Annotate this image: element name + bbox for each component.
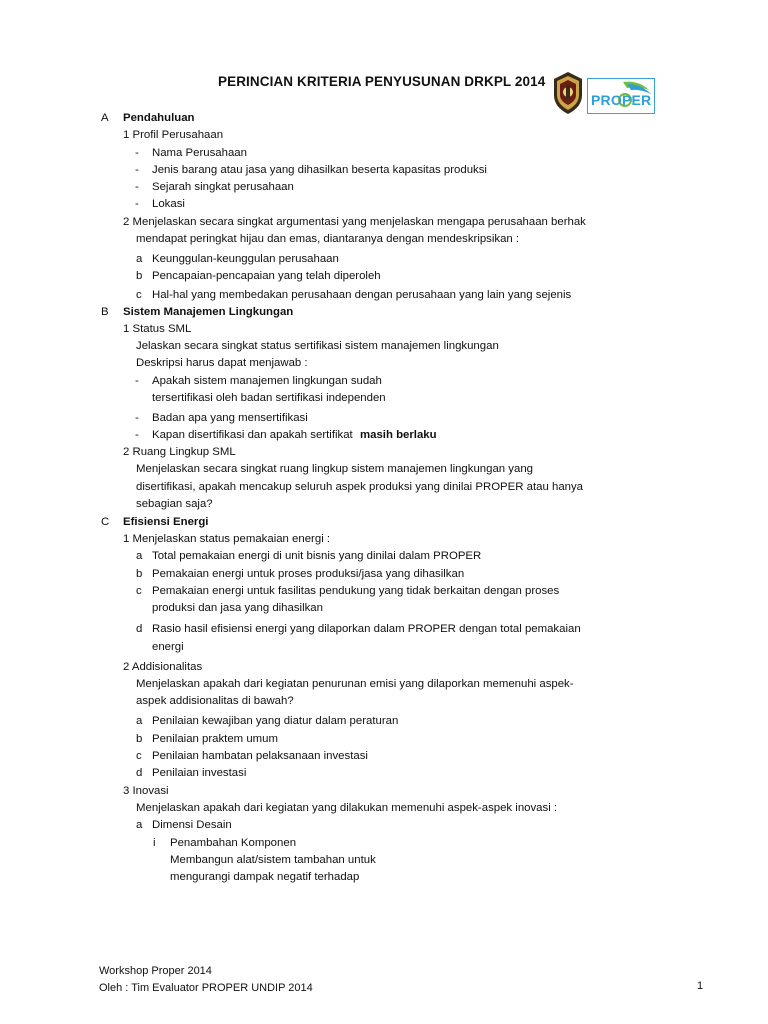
document-line: Menjelaskan apakah dari kegiatan penurunan emisi yang dilaporkan memenuhi aspek- <box>136 678 574 690</box>
proper-logo <box>587 78 655 114</box>
footer-workshop: Workshop Proper 2014 <box>99 965 212 977</box>
document-line: Badan apa yang mensertifikasi <box>152 412 308 424</box>
document-line: - <box>135 375 139 387</box>
document-line: Hal-hal yang membedakan perusahaan dengan perusahaan yang lain yang sejenis <box>152 289 572 301</box>
document-line: 2 Menjelaskan secara singkat argumentasi yang menjelaskan mengapa perusahaan berhak <box>123 216 586 228</box>
document-line: 2 Ruang Lingkup SML <box>123 446 236 458</box>
document-line: 3 Inovasi <box>123 785 169 797</box>
document-line: Membangun alat/sistem tambahan untuk <box>170 854 376 866</box>
page-title: PERINCIAN KRITERIA PENYUSUNAN DRKPL 2014 <box>218 74 546 89</box>
document-line: Pendahuluan <box>123 112 195 124</box>
document-line: Keunggulan-keunggulan perusahaan <box>152 253 339 265</box>
document-line: disertifikasi, apakah mencakup seluruh aspek produksi yang dinilai PROPER atau hanya <box>136 481 584 493</box>
logo-text: PROPER <box>591 92 652 108</box>
document-line: masih berlaku <box>360 429 437 441</box>
document-line: - <box>135 429 139 441</box>
document-line: Jenis barang atau jasa yang dihasilkan beserta kapasitas produksi <box>152 164 487 176</box>
document-line: B <box>101 306 109 318</box>
document-line: b <box>136 568 143 580</box>
document-line: tersertifikasi oleh badan sertifikasi independen <box>152 392 386 404</box>
document-line: Pemakaian energi untuk fasilitas pendukung yang tidak berkaitan dengan proses <box>152 585 560 597</box>
document-line: Apakah sistem manajemen lingkungan sudah <box>152 375 382 387</box>
footer-author: Oleh : Tim Evaluator PROPER UNDIP 2014 <box>99 982 313 994</box>
document-line: Pemakaian energi untuk proses produksi/jasa yang dihasilkan <box>152 568 465 580</box>
document-line: - <box>135 181 139 193</box>
document-line: - <box>135 164 139 176</box>
document-line: d <box>136 623 143 635</box>
document-line: 1 Profil Perusahaan <box>123 129 224 141</box>
document-line: - <box>135 198 139 210</box>
document-line: a <box>136 550 143 562</box>
document-line: Pencapaian-pencapaian yang telah diperoleh <box>152 270 381 282</box>
document-line: mendapat peringkat hijau dan emas, diantaranya dengan mendeskripsikan : <box>136 233 520 245</box>
university-emblem-icon <box>551 71 585 115</box>
document-line: Penilaian praktem umum <box>152 733 278 745</box>
document-line: C <box>101 516 110 528</box>
document-line: mengurangi dampak negatif terhadap <box>170 871 360 883</box>
document-line: b <box>136 270 143 282</box>
document-line: Deskripsi harus dapat menjawab : <box>136 357 308 369</box>
document-line: c <box>136 585 142 597</box>
document-line: Menjelaskan secara singkat ruang lingkup sistem manajemen lingkungan yang <box>136 463 534 475</box>
document-line: c <box>136 750 142 762</box>
document-line: sebagian saja? <box>136 498 213 510</box>
page-number: 1 <box>697 980 704 992</box>
document-line: 1 Menjelaskan status pemakaian energi : <box>123 533 331 545</box>
document-line: Rasio hasil efisiensi energi yang dilaporkan dalam PROPER dengan total pemakaian <box>152 623 581 635</box>
document-line: 2 Addisionalitas <box>123 661 203 673</box>
document-line: - <box>135 412 139 424</box>
document-line: c <box>136 289 142 301</box>
document-line: b <box>136 733 143 745</box>
document-line: Penilaian hambatan pelaksanaan investasi <box>152 750 368 762</box>
document-line: a <box>136 819 143 831</box>
document-line: d <box>136 767 143 779</box>
document-line: i <box>153 837 156 849</box>
document-line: a <box>136 715 143 727</box>
document-line: Efisiensi Energi <box>123 516 209 528</box>
document-line: Penilaian kewajiban yang diatur dalam peraturan <box>152 715 399 727</box>
document-line: - <box>135 147 139 159</box>
document-line: 1 Status SML <box>123 323 192 335</box>
document-line: Menjelaskan apakah dari kegiatan yang dilakukan memenuhi aspek-aspek inovasi : <box>136 802 558 814</box>
document-line: A <box>101 112 109 124</box>
document-line: Jelaskan secara singkat status sertifikasi sistem manajemen lingkungan <box>136 340 499 352</box>
document-line: Lokasi <box>152 198 185 210</box>
document-line: Kapan disertifikasi dan apakah sertifikat <box>152 429 353 441</box>
document-line: aspek addisionalitas di bawah? <box>136 695 294 707</box>
document-line: produksi dan jasa yang dihasilkan <box>152 602 323 614</box>
document-line: Sejarah singkat perusahaan <box>152 181 294 193</box>
document-line: Penambahan Komponen <box>170 837 297 849</box>
document-line: Penilaian investasi <box>152 767 247 779</box>
document-line: Total pemakaian energi di unit bisnis yang dinilai dalam PROPER <box>152 550 482 562</box>
document-line: energi <box>152 641 184 653</box>
document-line: Nama Perusahaan <box>152 147 247 159</box>
document-line: a <box>136 253 143 265</box>
document-line: Sistem Manajemen Lingkungan <box>123 306 294 318</box>
document-line: Dimensi Desain <box>152 819 232 831</box>
